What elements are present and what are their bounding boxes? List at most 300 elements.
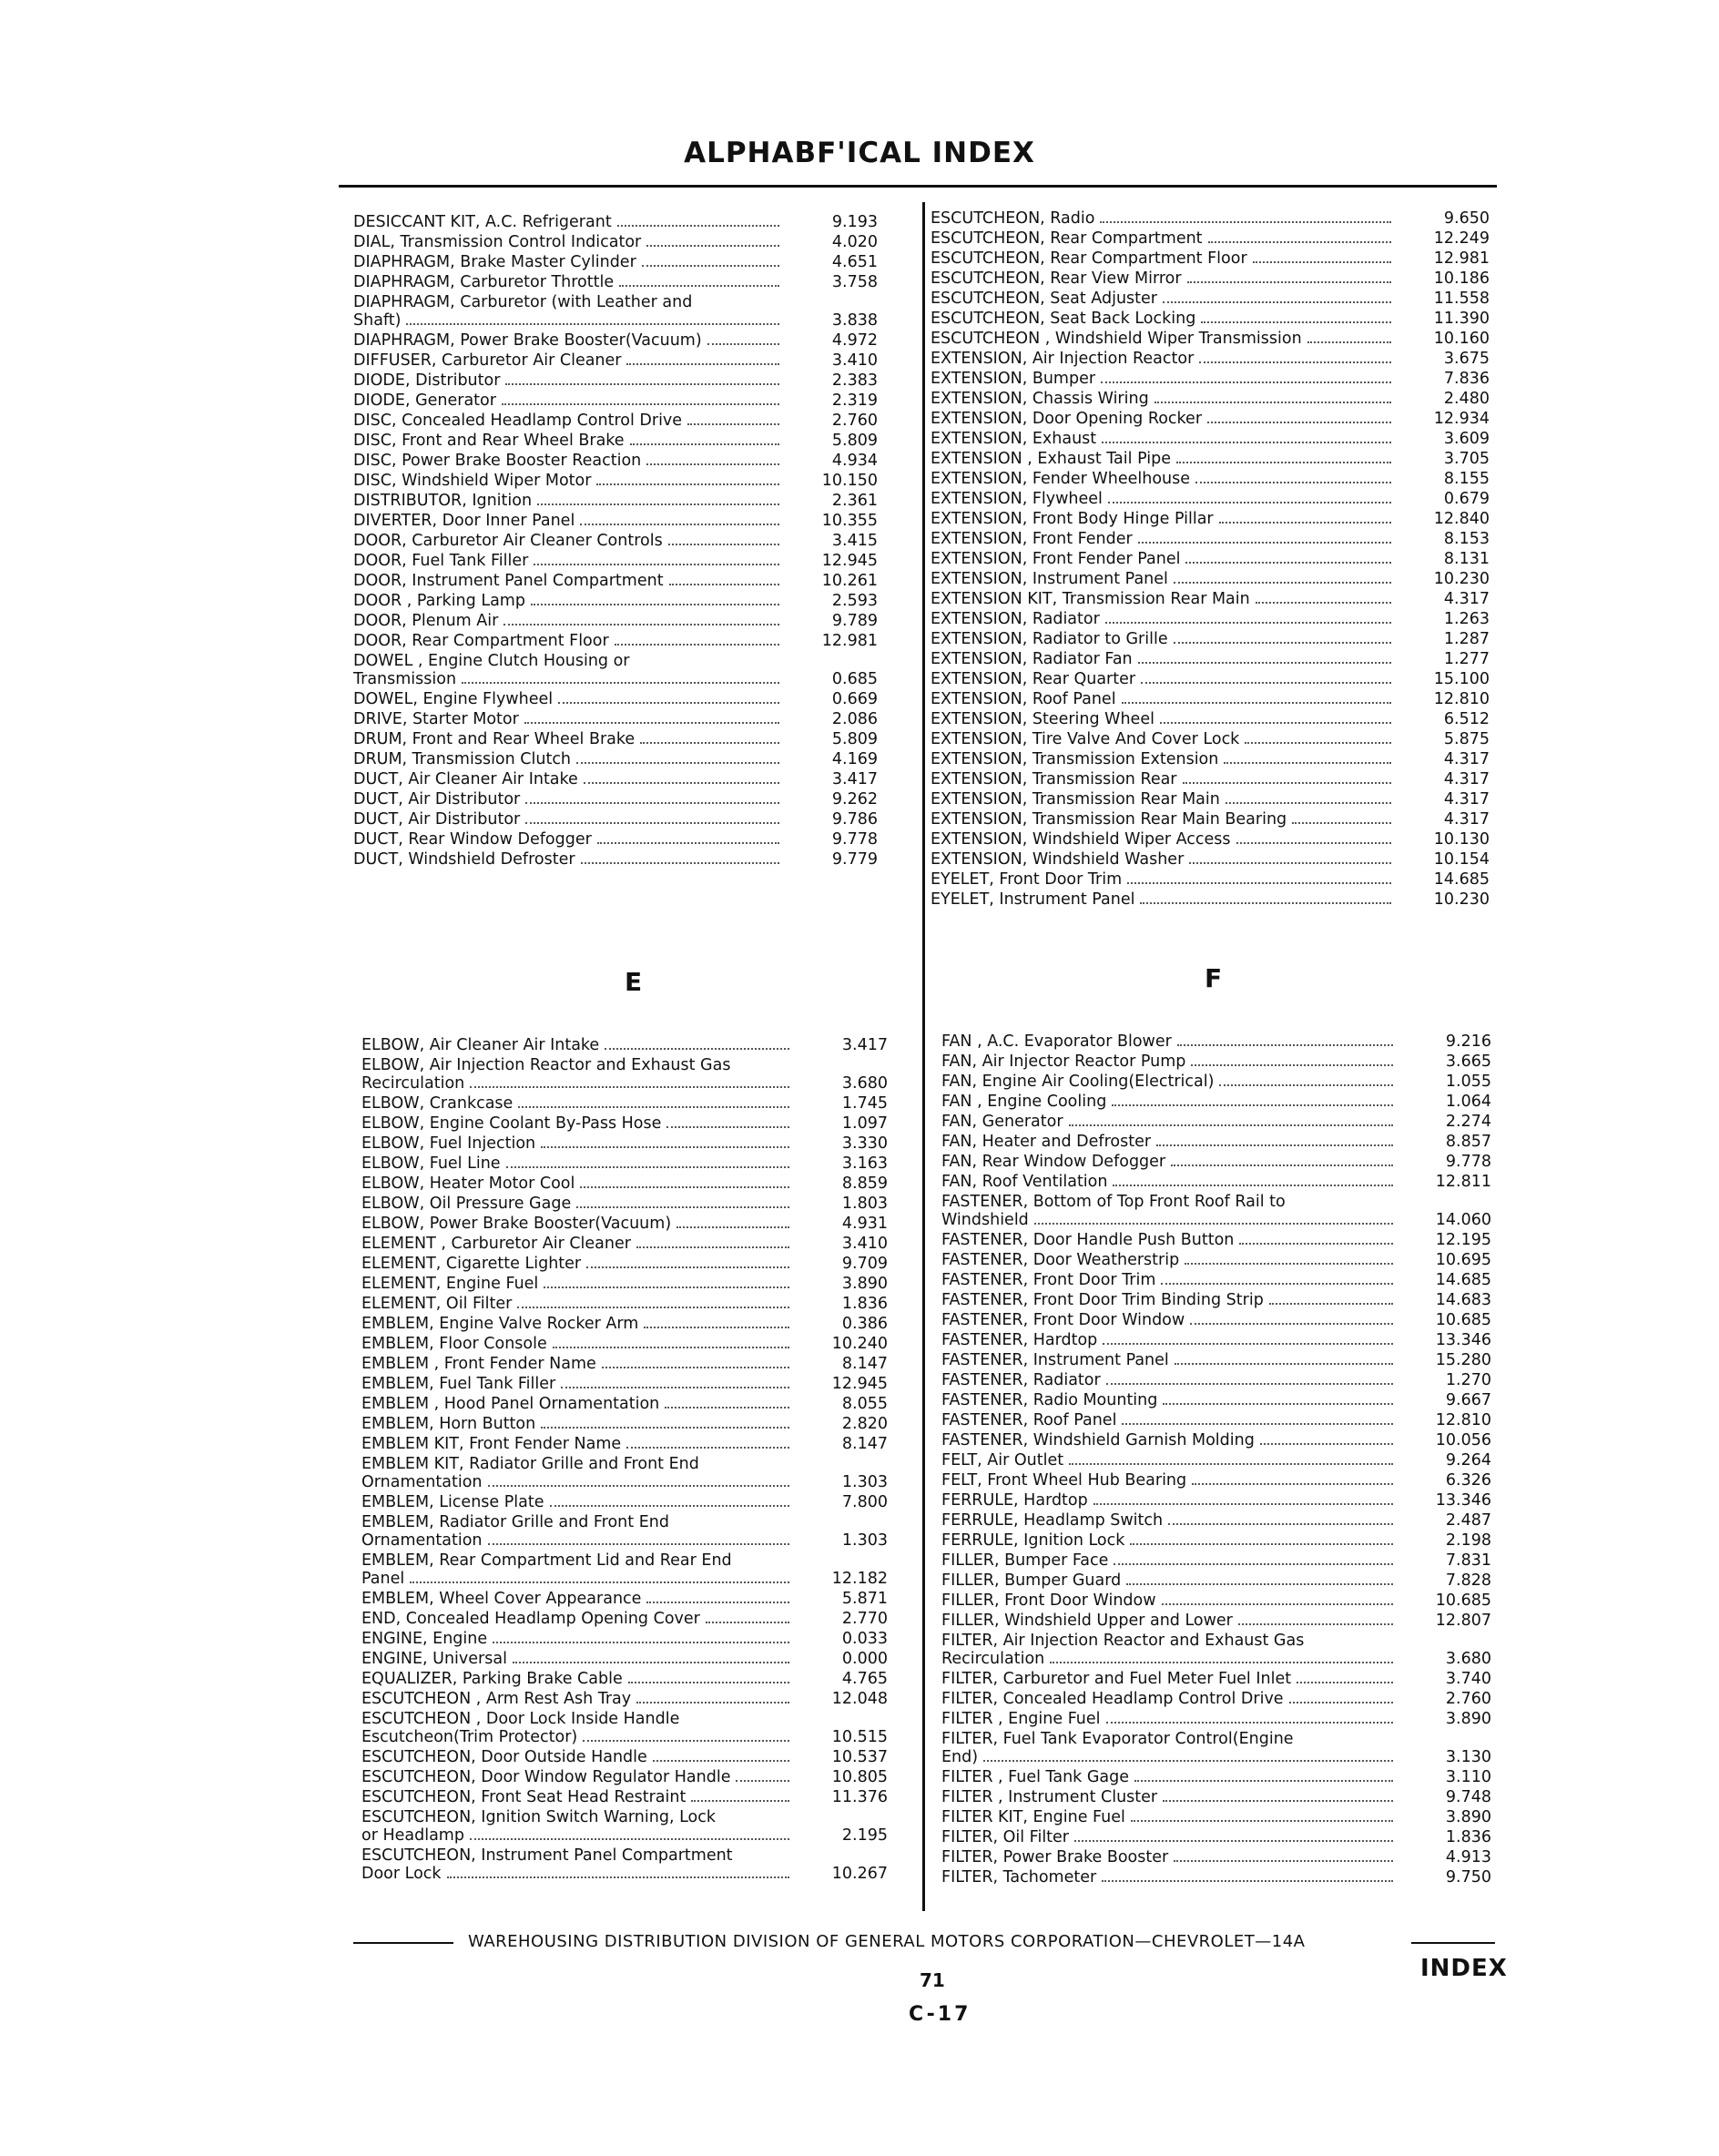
index-entry-page-ref: 3.680 bbox=[1445, 1650, 1491, 1668]
index-entry-label: FILTER, Oil Filter bbox=[941, 1828, 1069, 1846]
index-entry bbox=[353, 749, 878, 769]
index-entry-page-ref: 4.934 bbox=[831, 452, 878, 470]
index-entry-label: ELBOW, Air Cleaner Air Intake bbox=[361, 1036, 600, 1054]
leader-dots bbox=[1134, 1780, 1393, 1782]
leader-dots bbox=[1101, 381, 1391, 383]
index-entry bbox=[941, 1847, 1491, 1867]
index-entry-page-ref: 4.765 bbox=[841, 1670, 888, 1688]
leader-dots bbox=[619, 285, 779, 287]
index-entry-label: FASTENER, Windshield Garnish Molding bbox=[941, 1431, 1255, 1449]
leader-dots bbox=[646, 245, 779, 247]
leader-dots bbox=[1289, 1702, 1393, 1703]
index-entry-label: ELBOW, Crankcase bbox=[361, 1094, 514, 1113]
leader-dots bbox=[534, 564, 779, 565]
index-entry-page-ref: 14.685 bbox=[1433, 870, 1490, 889]
index-entry-page-ref: 10.056 bbox=[1435, 1431, 1491, 1449]
index-entry-label: ELEMENT, Oil Filter bbox=[361, 1295, 513, 1313]
leader-dots bbox=[1219, 1084, 1393, 1086]
leader-dots bbox=[1175, 1363, 1393, 1365]
index-entry-page-ref: 6.326 bbox=[1445, 1471, 1491, 1490]
index-entry-label: FILTER , Instrument Cluster bbox=[941, 1788, 1158, 1806]
footer-index-label: INDEX bbox=[1420, 1955, 1508, 1982]
leader-dots bbox=[1245, 742, 1391, 744]
index-entry-label: ESCUTCHEON , Arm Rest Ash Tray bbox=[361, 1690, 632, 1708]
index-entry bbox=[931, 769, 1490, 789]
index-entry bbox=[361, 1787, 888, 1807]
leader-dots bbox=[517, 1307, 789, 1308]
index-entry-page-ref: 12.807 bbox=[1435, 1612, 1491, 1630]
index-entry-page-ref: 10.230 bbox=[1433, 890, 1490, 909]
index-entry-page-ref: 4.317 bbox=[1443, 770, 1490, 788]
index-entry-label: EXTENSION, Steering Wheel bbox=[931, 710, 1154, 728]
leader-dots bbox=[636, 1702, 789, 1703]
index-entry-label: ESCUTCHEON, Front Seat Head Restraint bbox=[361, 1788, 687, 1806]
leader-dots bbox=[1106, 1722, 1393, 1724]
footer-rule-right bbox=[1411, 1942, 1495, 1944]
index-entry-page-ref: 3.740 bbox=[1445, 1670, 1491, 1688]
index-entry-label: FILLER, Bumper Guard bbox=[941, 1571, 1122, 1590]
leader-dots bbox=[525, 822, 779, 824]
index-entry-page-ref: 12.840 bbox=[1433, 510, 1490, 528]
leader-dots bbox=[1156, 1144, 1393, 1146]
index-entry-label: EXTENSION, Windshield Wiper Access bbox=[931, 830, 1231, 849]
index-entry-label: ESCUTCHEON , Door Lock Inside Handle Escutcheon(Trim Protector) bbox=[361, 1710, 680, 1746]
leader-dots bbox=[541, 1427, 789, 1429]
index-entry-label: DOOR, Rear Compartment Floor bbox=[353, 632, 609, 650]
index-entry-label: FERRULE, Headlamp Switch bbox=[941, 1511, 1164, 1530]
leader-dots bbox=[1239, 1243, 1393, 1245]
leader-dots bbox=[1140, 902, 1391, 904]
index-entry bbox=[353, 789, 878, 809]
index-entry bbox=[941, 1591, 1491, 1611]
index-entry-page-ref: 9.264 bbox=[1445, 1451, 1491, 1470]
index-entry-page-ref: 1.836 bbox=[841, 1295, 888, 1313]
leader-dots bbox=[1192, 1483, 1393, 1485]
index-entry-label: FASTENER, Front Door Trim bbox=[941, 1271, 1156, 1289]
index-entry-label: ELEMENT, Cigarette Lighter bbox=[361, 1255, 582, 1273]
index-entry-label: FILTER, Carburetor and Fuel Meter Fuel Inlet bbox=[941, 1670, 1292, 1688]
index-list-bottom-right bbox=[941, 1032, 1491, 1887]
leader-dots bbox=[676, 1226, 789, 1228]
index-entry-page-ref: 12.182 bbox=[831, 1570, 888, 1588]
index-entry-label: FELT, Front Wheel Hub Bearing bbox=[941, 1471, 1187, 1490]
leader-dots bbox=[1102, 1880, 1393, 1882]
index-entry bbox=[941, 1729, 1491, 1767]
index-entry bbox=[941, 1867, 1491, 1887]
index-entry-page-ref: 10.685 bbox=[1435, 1592, 1491, 1610]
index-entry bbox=[931, 409, 1490, 429]
index-entry-label: FASTENER, Roof Panel bbox=[941, 1411, 1117, 1429]
index-entry-label: EXTENSION, Exhaust bbox=[931, 430, 1097, 448]
index-entry-label: EMBLEM, Fuel Tank Filler bbox=[361, 1375, 556, 1393]
index-entry bbox=[361, 1394, 888, 1414]
index-entry-page-ref: 3.330 bbox=[841, 1134, 888, 1153]
index-entry bbox=[353, 232, 878, 252]
index-entry-label: FILTER KIT, Engine Fuel bbox=[941, 1808, 1125, 1826]
index-entry-label: DISC, Front and Rear Wheel Brake bbox=[353, 432, 625, 450]
leader-dots bbox=[602, 1367, 789, 1368]
index-entry bbox=[353, 431, 878, 451]
index-entry bbox=[353, 651, 878, 689]
index-entry bbox=[353, 451, 878, 471]
index-entry-label: FILTER , Fuel Tank Gage bbox=[941, 1768, 1130, 1786]
index-entry-page-ref: 3.415 bbox=[831, 532, 878, 550]
leader-dots bbox=[576, 762, 779, 764]
index-entry-page-ref: 1.803 bbox=[841, 1195, 888, 1213]
index-entry-label: FILTER, Power Brake Booster bbox=[941, 1848, 1169, 1866]
index-entry-page-ref: 8.147 bbox=[841, 1355, 888, 1373]
leader-dots bbox=[1171, 1164, 1393, 1166]
index-entry-label: EXTENSION, Front Body Hinge Pillar bbox=[931, 510, 1214, 528]
index-entry bbox=[941, 1192, 1491, 1230]
leader-dots bbox=[580, 1186, 789, 1188]
index-entry bbox=[353, 769, 878, 789]
leader-dots bbox=[1102, 442, 1391, 443]
index-entry bbox=[361, 1767, 888, 1787]
index-entry bbox=[941, 1827, 1491, 1847]
leader-dots bbox=[1269, 1303, 1393, 1305]
index-entry-label: FASTENER, Radio Mounting bbox=[941, 1391, 1158, 1409]
index-entry bbox=[361, 1709, 888, 1747]
index-entry-page-ref: 0.386 bbox=[841, 1315, 888, 1333]
index-entry-page-ref: 2.760 bbox=[831, 412, 878, 430]
leader-dots bbox=[505, 383, 779, 385]
index-entry-page-ref: 12.981 bbox=[1433, 249, 1490, 268]
index-entry bbox=[361, 1114, 888, 1134]
index-entry bbox=[931, 870, 1490, 890]
index-entry-label: ESCUTCHEON, Seat Back Locking bbox=[931, 310, 1196, 328]
index-entry bbox=[931, 589, 1490, 609]
index-entry-page-ref: 4.931 bbox=[841, 1215, 888, 1233]
leader-dots bbox=[447, 1876, 789, 1878]
index-entry-page-ref: 3.665 bbox=[1445, 1053, 1491, 1071]
index-entry bbox=[941, 1470, 1491, 1490]
index-entry-label: EXTENSION KIT, Transmission Rear Main bbox=[931, 590, 1250, 608]
index-entry-page-ref: 2.086 bbox=[831, 710, 878, 728]
index-entry-page-ref: 9.779 bbox=[831, 850, 878, 869]
index-entry-page-ref: 1.745 bbox=[841, 1094, 888, 1113]
index-entry bbox=[361, 1454, 888, 1492]
leader-dots bbox=[1112, 1104, 1393, 1106]
index-entry-page-ref: 3.890 bbox=[841, 1275, 888, 1293]
index-entry bbox=[353, 331, 878, 351]
index-entry-page-ref: 7.836 bbox=[1443, 370, 1490, 388]
index-entry bbox=[361, 1374, 888, 1394]
index-entry-page-ref: 7.800 bbox=[841, 1493, 888, 1511]
index-entry-page-ref: 10.267 bbox=[831, 1865, 888, 1883]
index-entry bbox=[931, 509, 1490, 529]
leader-dots bbox=[605, 1048, 789, 1050]
leader-dots bbox=[584, 782, 779, 784]
index-entry bbox=[353, 551, 878, 571]
index-entry-label: DOOR , Parking Lamp bbox=[353, 592, 525, 610]
leader-dots bbox=[636, 1246, 789, 1248]
index-entry bbox=[931, 309, 1490, 329]
index-entry bbox=[931, 569, 1490, 589]
index-entry-label: ELEMENT , Carburetor Air Cleaner bbox=[361, 1235, 631, 1253]
index-entry-page-ref: 6.512 bbox=[1443, 710, 1490, 728]
index-entry-label: FASTENER, Front Door Trim Binding Strip bbox=[941, 1291, 1264, 1309]
index-entry-label: EMBLEM KIT, Front Fender Name bbox=[361, 1435, 622, 1453]
leader-dots bbox=[1190, 1323, 1393, 1325]
index-entry-label: DRIVE, Starter Motor bbox=[353, 710, 519, 728]
leader-dots bbox=[503, 624, 779, 625]
index-entry-label: ENGINE, Engine bbox=[361, 1630, 488, 1648]
index-entry bbox=[931, 229, 1490, 249]
index-entry bbox=[361, 1274, 888, 1294]
index-entry-label: FILTER, Tachometer bbox=[941, 1868, 1097, 1886]
index-entry-page-ref: 12.811 bbox=[1435, 1173, 1491, 1191]
index-entry bbox=[361, 1294, 888, 1314]
leader-dots bbox=[706, 1622, 789, 1623]
index-entry-page-ref: 4.651 bbox=[831, 253, 878, 271]
index-entry-page-ref: 3.410 bbox=[831, 351, 878, 370]
leader-dots bbox=[1108, 502, 1391, 503]
index-entry-label: ELBOW, Oil Pressure Gage bbox=[361, 1195, 572, 1213]
index-entry bbox=[941, 1611, 1491, 1631]
index-entry-page-ref: 4.317 bbox=[1443, 590, 1490, 608]
index-entry-page-ref: 2.487 bbox=[1445, 1511, 1491, 1530]
index-entry bbox=[361, 1154, 888, 1174]
index-entry bbox=[361, 1512, 888, 1551]
index-entry bbox=[361, 1629, 888, 1649]
index-entry-page-ref: 9.750 bbox=[1445, 1868, 1491, 1886]
index-entry-label: DESICCANT KIT, A.C. Refrigerant bbox=[353, 213, 612, 231]
index-entry bbox=[941, 1230, 1491, 1250]
index-entry-label: EXTENSION, Flywheel bbox=[931, 490, 1103, 508]
index-entry-page-ref: 12.945 bbox=[831, 1375, 888, 1393]
index-entry bbox=[941, 1072, 1491, 1092]
leader-dots bbox=[1189, 862, 1391, 864]
index-entry bbox=[941, 1092, 1491, 1112]
footer-rule-left bbox=[353, 1942, 453, 1944]
index-entry-label: DOOR, Carburetor Air Cleaner Controls bbox=[353, 532, 663, 550]
index-entry-label: EXTENSION, Rear Quarter bbox=[931, 670, 1136, 688]
index-entry-page-ref: 8.055 bbox=[841, 1395, 888, 1413]
index-entry-label: FILLER, Bumper Face bbox=[941, 1551, 1109, 1570]
index-entry bbox=[931, 689, 1490, 709]
index-entry-label: ELBOW, Heater Motor Cool bbox=[361, 1175, 575, 1193]
leader-dots bbox=[1114, 1563, 1393, 1565]
index-entry-page-ref: 2.480 bbox=[1443, 390, 1490, 408]
leader-dots bbox=[537, 503, 779, 505]
index-entry bbox=[361, 1669, 888, 1689]
index-entry-page-ref: 1.836 bbox=[1445, 1828, 1491, 1846]
leader-dots bbox=[541, 1146, 789, 1148]
index-entry-label: EXTENSION, Transmission Extension bbox=[931, 750, 1219, 768]
index-entry bbox=[353, 471, 878, 491]
index-entry bbox=[931, 208, 1490, 229]
index-entry-label: END, Concealed Headlamp Opening Cover bbox=[361, 1610, 700, 1628]
index-entry-page-ref: 9.667 bbox=[1445, 1391, 1491, 1409]
index-entry-page-ref: 9.748 bbox=[1445, 1788, 1491, 1806]
leader-dots bbox=[410, 1581, 789, 1583]
index-entry bbox=[941, 1490, 1491, 1510]
index-entry-label: EXTENSION, Bumper bbox=[931, 370, 1096, 388]
leader-dots bbox=[1093, 1503, 1393, 1505]
leader-dots bbox=[518, 1106, 789, 1108]
index-entry bbox=[353, 411, 878, 431]
leader-dots bbox=[668, 544, 779, 545]
leader-dots bbox=[524, 722, 779, 724]
index-entry-label: EMBLEM, Radiator Grille and Front End Ornamentation bbox=[361, 1513, 669, 1550]
index-entry-label: ELBOW, Air Injection Reactor and Exhaust Gas Recirculation bbox=[361, 1056, 731, 1093]
leader-dots bbox=[1160, 722, 1391, 724]
leader-dots bbox=[1105, 622, 1391, 624]
leader-dots bbox=[596, 483, 779, 485]
index-list-top-right bbox=[931, 208, 1490, 910]
index-entry bbox=[931, 789, 1490, 809]
index-entry-label: FASTENER, Hardtop bbox=[941, 1331, 1098, 1349]
leader-dots bbox=[550, 1505, 790, 1507]
index-entry-page-ref: 4.317 bbox=[1443, 750, 1490, 768]
index-entry-page-ref: 10.515 bbox=[831, 1728, 888, 1746]
index-entry-page-ref: 9.262 bbox=[831, 790, 878, 808]
index-entry-label: EMBLEM, License Plate bbox=[361, 1493, 544, 1511]
index-entry-label: FERRULE, Ignition Lock bbox=[941, 1531, 1125, 1550]
leader-dots bbox=[502, 403, 779, 405]
index-entry bbox=[931, 329, 1490, 349]
index-entry-label: DOWEL , Engine Clutch Housing or Transmission bbox=[353, 652, 630, 688]
index-entry-page-ref: 10.150 bbox=[821, 472, 878, 490]
index-entry-page-ref: 9.786 bbox=[831, 810, 878, 829]
index-entry-page-ref: 0.679 bbox=[1443, 490, 1490, 508]
leader-dots bbox=[1219, 522, 1391, 524]
section-letter-f: F bbox=[1205, 963, 1223, 993]
index-entry-label: EXTENSION, Fender Wheelhouse bbox=[931, 470, 1190, 488]
leader-dots bbox=[1154, 402, 1391, 403]
leader-dots bbox=[1195, 482, 1391, 483]
index-entry-page-ref: 1.303 bbox=[841, 1473, 888, 1491]
index-entry bbox=[941, 1152, 1491, 1172]
leader-dots bbox=[1106, 1383, 1393, 1385]
index-entry bbox=[361, 1414, 888, 1434]
index-entry-label: DUCT, Rear Window Defogger bbox=[353, 830, 592, 849]
leader-dots bbox=[1174, 582, 1391, 584]
index-entry bbox=[941, 1709, 1491, 1729]
index-entry-page-ref: 4.913 bbox=[1445, 1848, 1491, 1866]
index-entry bbox=[941, 1370, 1491, 1390]
index-entry bbox=[931, 709, 1490, 729]
index-entry-label: FILTER, Concealed Headlamp Control Drive bbox=[941, 1690, 1284, 1708]
index-entry-page-ref: 7.831 bbox=[1445, 1551, 1491, 1570]
index-entry-page-ref: 10.154 bbox=[1433, 850, 1490, 869]
index-entry-label: FASTENER, Door Weatherstrip bbox=[941, 1251, 1180, 1269]
index-entry-page-ref: 10.355 bbox=[821, 512, 878, 530]
index-entry-label: EXTENSION , Exhaust Tail Pipe bbox=[931, 450, 1171, 468]
leader-dots bbox=[558, 702, 779, 704]
index-entry-label: EXTENSION, Radiator Fan bbox=[931, 650, 1133, 668]
index-entry-page-ref: 4.317 bbox=[1443, 790, 1490, 808]
index-entry-label: EXTENSION, Instrument Panel bbox=[931, 570, 1168, 588]
index-entry bbox=[353, 829, 878, 849]
index-entry-page-ref: 1.287 bbox=[1443, 630, 1490, 648]
index-entry-page-ref: 2.195 bbox=[841, 1826, 888, 1845]
index-entry-label: DIAPHRAGM, Carburetor (with Leather and Shaft) bbox=[353, 293, 693, 330]
index-entry-page-ref: 8.153 bbox=[1443, 530, 1490, 548]
index-entry-page-ref: 14.683 bbox=[1435, 1291, 1491, 1309]
page-title: ALPHABF'ICAL INDEX bbox=[684, 137, 1035, 169]
index-entry-label: EXTENSION, Roof Panel bbox=[931, 690, 1116, 708]
index-entry-label: DISTRIBUTOR, Ignition bbox=[353, 492, 533, 510]
leader-dots bbox=[1127, 882, 1391, 884]
index-entry bbox=[931, 609, 1490, 629]
index-entry-label: FAN , A.C. Evaporator Blower bbox=[941, 1032, 1172, 1051]
index-entry-page-ref: 0.033 bbox=[841, 1630, 888, 1648]
index-entry-page-ref: 9.193 bbox=[831, 213, 878, 231]
index-entry bbox=[941, 1390, 1491, 1410]
index-entry-label: ELBOW, Fuel Injection bbox=[361, 1134, 536, 1153]
index-entry bbox=[361, 1649, 888, 1669]
index-entry-page-ref: 12.810 bbox=[1435, 1411, 1491, 1429]
index-entry-page-ref: 9.709 bbox=[841, 1255, 888, 1273]
index-entry bbox=[931, 629, 1490, 649]
index-entry bbox=[941, 1430, 1491, 1450]
index-entry-page-ref: 3.410 bbox=[841, 1235, 888, 1253]
index-entry bbox=[941, 1531, 1491, 1551]
index-entry bbox=[941, 1290, 1491, 1310]
index-entry bbox=[941, 1310, 1491, 1330]
index-entry-label: ENGINE, Universal bbox=[361, 1650, 507, 1668]
index-entry-page-ref: 13.346 bbox=[1435, 1491, 1491, 1510]
index-entry-page-ref: 3.110 bbox=[1445, 1768, 1491, 1786]
footer-division: WAREHOUSING DISTRIBUTION DIVISION OF GENERAL MOTORS CORPORATION—CHEVROLET—14A bbox=[468, 1932, 1306, 1951]
index-entry bbox=[353, 571, 878, 591]
index-entry-label: DIVERTER, Door Inner Panel bbox=[353, 512, 575, 530]
leader-dots bbox=[642, 265, 779, 267]
index-entry-label: ESCUTCHEON, Rear Compartment bbox=[931, 229, 1203, 248]
index-entry-page-ref: 2.383 bbox=[831, 371, 878, 390]
leader-dots bbox=[626, 363, 779, 365]
index-entry-page-ref: 8.155 bbox=[1443, 470, 1490, 488]
leader-dots bbox=[581, 862, 779, 864]
index-entry bbox=[353, 212, 878, 232]
leader-dots bbox=[1174, 1860, 1393, 1862]
index-entry-page-ref: 2.820 bbox=[841, 1415, 888, 1433]
index-entry-label: FASTENER, Radiator bbox=[941, 1371, 1101, 1389]
index-entry-label: DUCT, Air Cleaner Air Intake bbox=[353, 770, 578, 788]
index-entry-page-ref: 8.147 bbox=[841, 1435, 888, 1453]
leader-dots bbox=[1226, 802, 1391, 804]
index-entry bbox=[941, 1250, 1491, 1270]
index-entry-page-ref: 12.934 bbox=[1433, 410, 1490, 428]
leader-dots bbox=[1256, 602, 1391, 604]
index-entry bbox=[353, 252, 878, 272]
index-entry bbox=[361, 1334, 888, 1354]
index-entry-page-ref: 1.270 bbox=[1445, 1371, 1491, 1389]
leader-dots bbox=[1103, 1343, 1393, 1345]
index-entry bbox=[941, 1689, 1491, 1709]
index-entry-label: ESCUTCHEON, Seat Adjuster bbox=[931, 290, 1157, 308]
index-entry bbox=[361, 1747, 888, 1767]
index-entry-label: EMBLEM, Engine Valve Rocker Arm bbox=[361, 1315, 639, 1333]
index-entry bbox=[931, 269, 1490, 289]
index-entry-label: FILTER, Air Injection Reactor and Exhaust Gas Recirculation bbox=[941, 1632, 1305, 1668]
index-entry-page-ref: 12.048 bbox=[831, 1690, 888, 1708]
index-entry-page-ref: 8.131 bbox=[1443, 550, 1490, 568]
leader-dots bbox=[1236, 842, 1391, 844]
index-entry-page-ref: 3.163 bbox=[841, 1154, 888, 1173]
leader-dots bbox=[1163, 301, 1391, 303]
index-entry-label: EXTENSION, Tire Valve And Cover Lock bbox=[931, 730, 1240, 748]
index-entry-label: FAN, Roof Ventilation bbox=[941, 1173, 1108, 1191]
index-entry bbox=[361, 1174, 888, 1194]
leader-dots bbox=[1141, 682, 1391, 684]
leader-dots bbox=[506, 1166, 789, 1168]
index-entry bbox=[931, 829, 1490, 849]
leader-dots bbox=[640, 742, 779, 744]
index-entry-page-ref: 15.100 bbox=[1433, 670, 1490, 688]
